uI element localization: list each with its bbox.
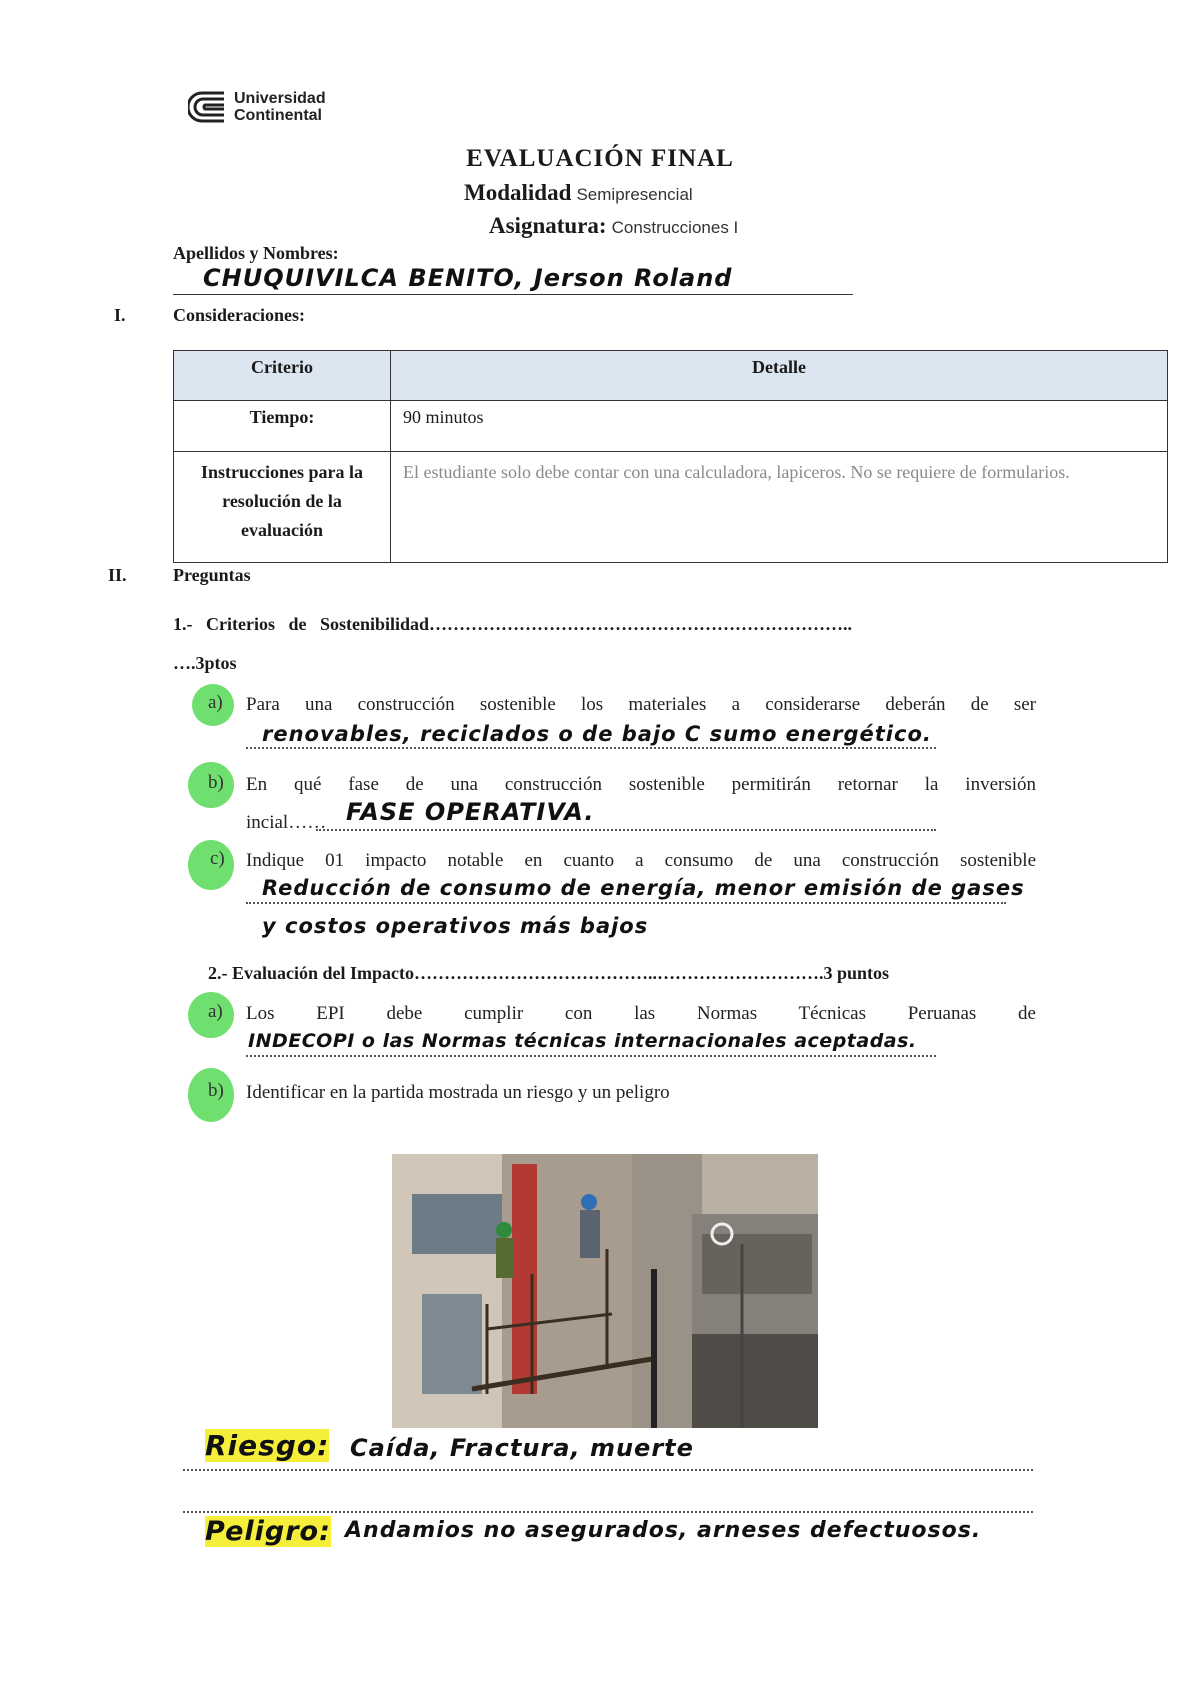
q1b-dotted-line bbox=[316, 829, 936, 831]
q1a-dotted-line bbox=[246, 747, 936, 749]
riesgo-label: Riesgo: bbox=[205, 1429, 330, 1462]
q1b-text: En qué fase de una construcción sostenible permitirán retornar la inversión bbox=[246, 774, 1036, 795]
q2a-answer: INDECOPI o las Normas técnicas internacionales aceptadas. bbox=[248, 1030, 917, 1052]
modalidad-line bbox=[464, 180, 693, 206]
peligro-label: Peligro: bbox=[205, 1516, 331, 1547]
table-cell-criterio: Instrucciones para la resolución de la evaluación bbox=[174, 452, 391, 563]
asignatura-value: Construcciones I bbox=[611, 218, 739, 237]
table-header-detalle: Detalle bbox=[391, 351, 1168, 401]
q1b-prefix: incial…… bbox=[246, 812, 327, 833]
modalidad-value: Semipresencial bbox=[576, 185, 693, 204]
q1c-answer-line2: y costos operativos más bajos bbox=[262, 914, 649, 938]
section1-number: I. bbox=[114, 305, 126, 325]
asignatura-line bbox=[489, 213, 738, 239]
table-row bbox=[174, 401, 1168, 452]
riesgo-answer: Caída, Fractura, muerte bbox=[350, 1434, 694, 1462]
q1a-text: Para una construcción sostenible los materiales a considerarse deberán de ser bbox=[246, 694, 1036, 715]
table-cell-detalle: 90 minutos bbox=[391, 401, 1168, 452]
section2-number: II. bbox=[108, 565, 127, 585]
q1c-letter: c) bbox=[210, 848, 225, 869]
student-name: CHUQUIVILCA BENITO, Jerson Roland bbox=[203, 264, 733, 292]
section2-title: Preguntas bbox=[173, 565, 251, 585]
page-title: EVALUACIÓN FINAL bbox=[466, 145, 734, 172]
q2a-dotted-line bbox=[246, 1055, 936, 1057]
q2-heading: 2.- Evaluación del Impacto…………………………………..……………………….3 puntos bbox=[208, 963, 890, 983]
q1a-answer: renovables, reciclados o de bajo C sumo energético. bbox=[262, 722, 932, 746]
q1b-answer: FASE OPERATIVA. bbox=[346, 798, 595, 826]
table-cell-detalle: El estudiante solo debe contar con una calculadora, lapiceros. No se requiere de formularios. bbox=[391, 452, 1168, 563]
q2a-text: Los EPI debe cumplir con las Normas Técnicas Peruanas de bbox=[246, 1003, 1036, 1024]
logo-line2: Continental bbox=[234, 107, 322, 124]
name-underline bbox=[173, 294, 853, 295]
q2b-letter: b) bbox=[208, 1080, 224, 1101]
peligro-answer: Andamios no asegurados, arneses defectuosos. bbox=[345, 1518, 982, 1543]
criteria-table bbox=[173, 350, 1168, 563]
table-cell-criterio: Tiempo: bbox=[174, 401, 391, 452]
section1-title: Consideraciones: bbox=[173, 305, 305, 325]
riesgo-dotted-line bbox=[183, 1469, 1033, 1471]
peligro-dotted-line bbox=[183, 1511, 1033, 1513]
q1a-letter: a) bbox=[208, 692, 223, 713]
table-row bbox=[174, 452, 1168, 563]
construction-photo bbox=[392, 1154, 818, 1428]
q1-points: ….3ptos bbox=[173, 653, 237, 673]
asignatura-label: Asignatura: bbox=[489, 213, 607, 238]
table-header-row bbox=[174, 351, 1168, 401]
university-logo bbox=[188, 90, 348, 126]
logo-line1: Universidad bbox=[234, 90, 326, 107]
table-header-criterio: Criterio bbox=[174, 351, 391, 401]
q1c-dotted-line bbox=[246, 902, 1006, 904]
q1b-letter: b) bbox=[208, 772, 224, 793]
q1-heading: 1.- Criterios de Sostenibilidad…………………………………………………………….. bbox=[173, 614, 853, 634]
name-label: Apellidos y Nombres: bbox=[173, 243, 339, 263]
q1c-text: Indique 01 impacto notable en cuanto a consumo de una construcción sostenible bbox=[246, 850, 1036, 871]
q1c-answer-line1: Reducción de consumo de energía, menor emisión de gases bbox=[262, 876, 1025, 900]
logo-mark-icon bbox=[188, 90, 228, 124]
q2b-text: Identificar en la partida mostrada un riesgo y un peligro bbox=[246, 1082, 670, 1103]
q2a-letter: a) bbox=[208, 1001, 223, 1022]
scaffold-workers-image bbox=[392, 1154, 818, 1428]
modalidad-label: Modalidad bbox=[464, 180, 572, 205]
